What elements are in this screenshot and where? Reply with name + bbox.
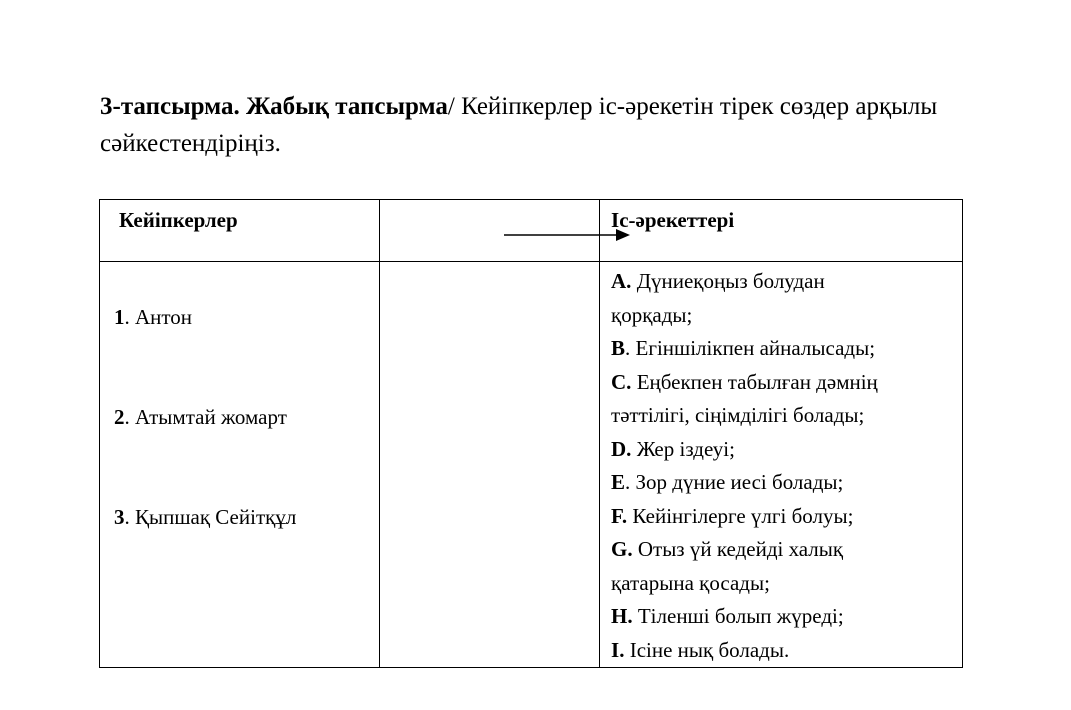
task-instruction xyxy=(100,88,1000,162)
table-body-row xyxy=(100,262,963,668)
header-arrow-cell xyxy=(380,200,600,262)
action-item-a: A. Дүниеқоңыз болудан қорқады; xyxy=(611,269,825,327)
character-item-1: 1. Антон xyxy=(114,305,193,329)
action-item-h: H. Тіленші болып жүреді; xyxy=(611,604,844,628)
answer-cell[interactable] xyxy=(380,262,600,668)
action-item-g: G. Отыз үй кедейді халық қатарына қосады; xyxy=(611,537,844,595)
characters-cell xyxy=(100,262,380,668)
actions-cell xyxy=(600,262,963,668)
action-item-b: B. Егіншілікпен айналысады; xyxy=(611,336,876,360)
character-item-2: 2. Атымтай жомарт xyxy=(114,405,287,429)
matching-table xyxy=(99,199,963,668)
action-item-i: I. Ісіне нық болады. xyxy=(611,637,790,662)
arrow-right-icon xyxy=(504,228,630,242)
action-item-c: C. Еңбекпен табылған дәмнің тәттілігі, сіңімділігі болады; xyxy=(611,369,878,427)
action-item-d: D. Жер іздеуі; xyxy=(611,436,735,461)
action-item-f: F. Кейінгілерге үлгі болуы; xyxy=(611,503,854,528)
table-header-row xyxy=(100,200,963,262)
action-item-e: E. Зор дүние иесі болады; xyxy=(611,470,844,494)
task-title: 3-тапсырма. Жабық тапсырма xyxy=(100,93,448,120)
header-characters-cell xyxy=(100,200,380,262)
character-item-3: 3. Қыпшақ Сейітқұл xyxy=(114,505,297,529)
header-characters: Кейіпкерлер xyxy=(119,208,238,232)
header-actions-cell xyxy=(600,200,963,262)
header-actions: Іс-әрекеттері xyxy=(611,208,735,232)
task-text: / Кейіпкерлер іс-әрекетін тірек сөздер арқылы сәйкестендіріңіз. xyxy=(100,93,938,157)
